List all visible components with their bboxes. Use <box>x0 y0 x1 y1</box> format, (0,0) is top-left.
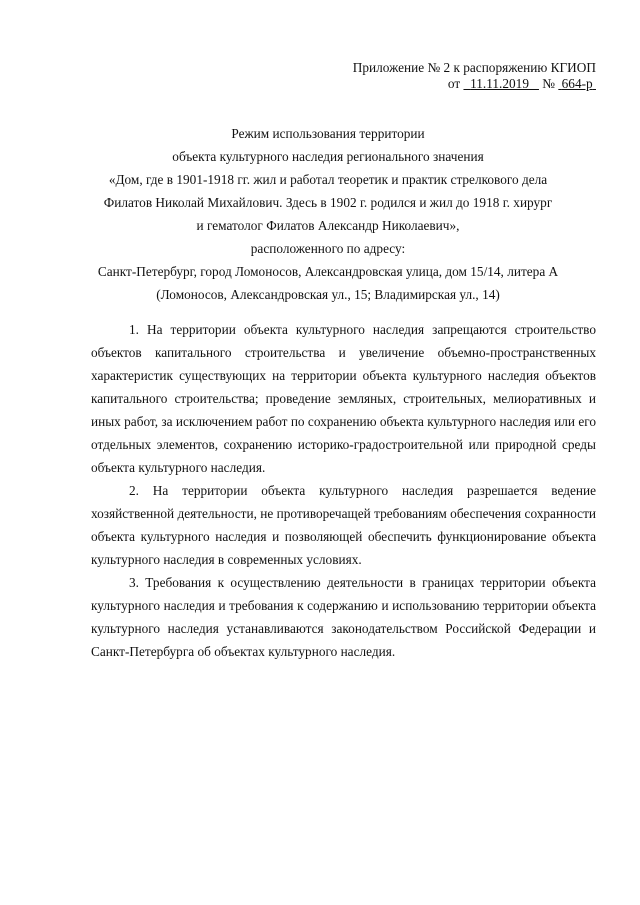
document-title <box>60 122 596 306</box>
title-line: «Дом, где в 1901-1918 гг. жил и работал теоретик и практик стрелкового дела <box>108 172 548 187</box>
address-line: (Ломоносов, Александровская ул., 15; Владимирская ул., 14) <box>156 287 500 302</box>
title-line: объекта культурного наследия регионального значения <box>172 149 484 164</box>
address-line: Санкт-Петербург, город Ломоносов, Александровская улица, дом 15/14, литера А <box>97 264 559 279</box>
document-body <box>91 318 596 663</box>
appendix-header <box>353 60 596 92</box>
order-number: 664-р <box>561 76 593 91</box>
number-label: № <box>542 76 555 91</box>
paragraph-3: 3. Требования к осуществлению деятельности в границах территории объекта культурного наследия и требования к содержанию и использованию территории объекта культурного наследия устанавливаются законодательством Российской Федерации и Санкт-Петербурга об объектах культурного наследия. <box>91 575 596 659</box>
title-line: Филатов Николай Михайлович. Здесь в 1902 г. родился и жил до 1918 г. хирург <box>103 195 553 210</box>
appendix-reference: Приложение № 2 к распоряжению КГИОП <box>352 60 596 75</box>
title-line: расположенного по адресу: <box>250 241 406 256</box>
paragraph-2: 2. На территории объекта культурного наследия разрешается ведение хозяйственной деятельности, не противоречащей требованиям обеспечения сохранности объекта культурного наследия и позволяющей обеспечить функционирование объекта культурного наследия в современных условиях. <box>91 483 596 567</box>
title-line: и гематолог Филатов Александр Николаевич», <box>196 218 460 233</box>
paragraph-1: 1. На территории объекта культурного наследия запрещаются строительство объектов капитального строительства и увеличение объемно-пространственных характеристик существующих на территории объекта культурного наследия объектов капитального строительства; проведение земляных, строительных, мелиоративных и иных работ, за исключением работ по сохранению объекта культурного наследия или его отдельных элементов, сохранению историко-градостроительной или природной среды объекта культурного наследия. <box>91 322 596 475</box>
from-label: от <box>447 76 461 91</box>
appendix-date-number <box>353 76 596 92</box>
order-date: 11.11.2019 <box>470 76 529 91</box>
title-line: Режим использования территории <box>231 126 425 141</box>
